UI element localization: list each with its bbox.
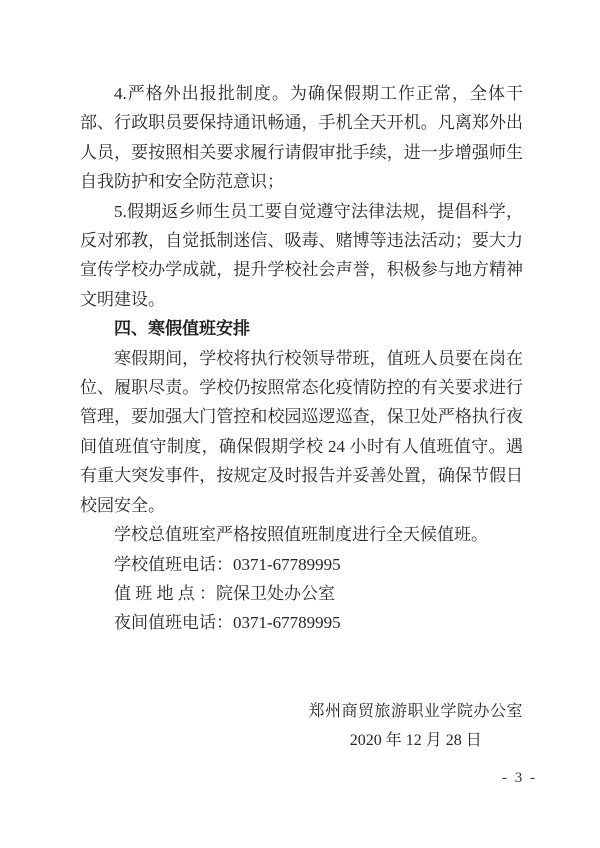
paragraph-duty-overview: 寒假期间，学校将执行校领导带班，值班人员要在岗在位、履职尽责。学校仍按照常态化疫情防控的有关要求进行管理，要加强大门管控和校园巡逻巡查，保卫处严格执行夜间值班值守制度，确保假期学校 24 小时有人值班值守。遇有重大突发事件，按规定及时报告并妥善处置，确保节假日校园安全。 <box>80 348 523 515</box>
contact-line-night-phone <box>80 608 523 637</box>
contact-line-school-phone <box>80 550 523 579</box>
section-heading-duty-arrangement: 四、寒假值班安排 <box>114 319 250 339</box>
signature-block <box>308 697 523 756</box>
contact-value: 0371-67789995 <box>233 613 341 633</box>
signature-organization: 郑州商贸旅游职业学院办公室 <box>308 703 523 720</box>
paragraph-holiday-conduct: 5.假期返乡师生员工要自觉遵守法律法规，提倡科学，反对邪教，自觉抵制迷信、吸毒、赌博等违法活动；要大力宣传学校办学成就，提升学校社会声誉，积极参与地方精神文明建设。 <box>80 201 523 309</box>
contact-label: 夜间值班电话： <box>114 613 233 633</box>
body-text-block <box>80 79 523 638</box>
signature-date: 2020 年 12 月 28 日 <box>349 732 482 750</box>
contact-label: 值 班 地 点 ： <box>114 583 216 603</box>
page-number: - 3 - <box>502 770 537 786</box>
contact-value: 0371-67789995 <box>233 554 341 574</box>
paragraph-outing-approval: 4.严格外出报批制度。为确保假期工作正常，全体干部、行政职员要保持通讯畅通，手机全天开机。凡离郑外出人员，要按照相关要求履行请假审批手续，进一步增强师生自我防护和安全防范意识； <box>80 84 523 192</box>
contact-value: 院保卫处办公室 <box>216 583 335 603</box>
contact-line-duty-location <box>80 579 523 608</box>
contact-label: 学校值班电话： <box>114 554 233 574</box>
paragraph-duty-room: 学校总值班室严格按照值班制度进行全天候值班。 <box>114 525 488 545</box>
